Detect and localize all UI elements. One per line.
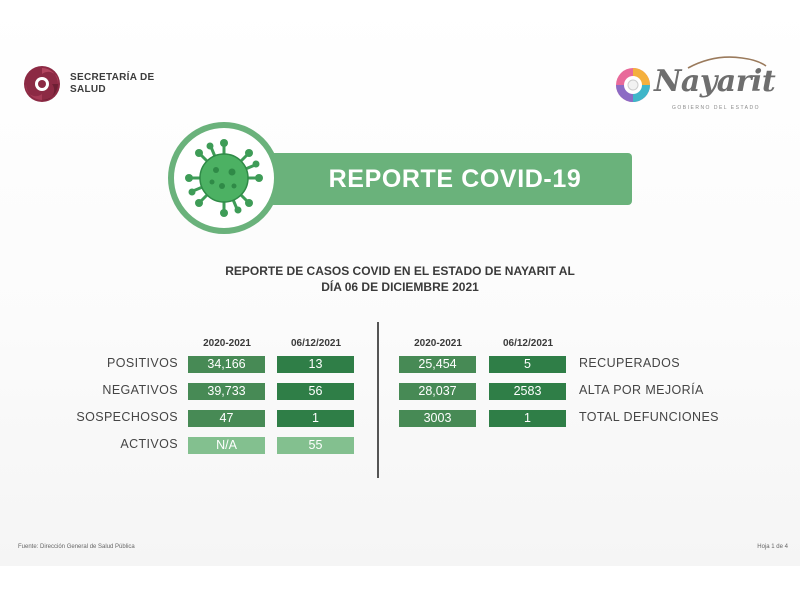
page-number: Hoja 1 de 4 bbox=[757, 544, 788, 550]
nayarit-subtitle: GOBIERNO DEL ESTADO bbox=[672, 105, 760, 111]
coronavirus-icon bbox=[182, 136, 266, 220]
nayarit-wordmark: Nayarit bbox=[654, 64, 776, 99]
nayarit-flower-icon bbox=[614, 66, 652, 104]
negativos-day-cell: 56 bbox=[277, 383, 354, 400]
alta-total-cell: 28,037 bbox=[399, 383, 476, 400]
secretaria-salud-logo bbox=[22, 64, 170, 104]
positivos-day-cell: 13 bbox=[277, 356, 354, 373]
sospechosos-day-cell: 1 bbox=[277, 410, 354, 427]
row-label-total-defunciones: TOTAL DEFUNCIONES bbox=[579, 410, 719, 424]
defunciones-total-cell: 3003 bbox=[399, 410, 476, 427]
left-col-header-total: 2020-2021 bbox=[203, 338, 251, 349]
salud-emblem-icon bbox=[22, 64, 62, 104]
report-banner bbox=[250, 153, 632, 205]
nayarit-logo bbox=[612, 52, 776, 116]
table-divider bbox=[377, 322, 379, 478]
row-label-negativos: NEGATIVOS bbox=[102, 383, 178, 397]
row-label-recuperados: RECUPERADOS bbox=[579, 356, 680, 370]
left-col-header-day: 06/12/2021 bbox=[290, 338, 342, 349]
virus-badge bbox=[168, 122, 280, 234]
recuperados-total-cell: 25,454 bbox=[399, 356, 476, 373]
salud-line2: SALUD bbox=[70, 84, 106, 95]
row-label-positivos: POSITIVOS bbox=[107, 356, 178, 370]
row-label-sospechosos: SOSPECHOSOS bbox=[76, 410, 178, 424]
report-subtitle bbox=[150, 263, 650, 295]
sospechosos-total-cell: 47 bbox=[188, 410, 265, 427]
source-note: Fuente: Dirección General de Salud Pública bbox=[18, 544, 135, 550]
recuperados-day-cell: 5 bbox=[489, 356, 566, 373]
subtitle-line1: REPORTE DE CASOS COVID EN EL ESTADO DE NAYARIT AL bbox=[225, 264, 575, 278]
subtitle-line2: DÍA 06 DE DICIEMBRE 2021 bbox=[321, 280, 479, 294]
right-col-header-day: 06/12/2021 bbox=[502, 338, 554, 349]
row-label-alta-por-mejoria: ALTA POR MEJORÍA bbox=[579, 383, 704, 397]
row-label-activos: ACTIVOS bbox=[120, 437, 178, 451]
defunciones-day-cell: 1 bbox=[489, 410, 566, 427]
alta-day-cell: 2583 bbox=[489, 383, 566, 400]
right-col-header-total: 2020-2021 bbox=[414, 338, 462, 349]
report-title: REPORTE COVID-19 bbox=[328, 165, 582, 193]
activos-day-cell: 55 bbox=[277, 437, 354, 454]
salud-line1: SECRETARÍA DE bbox=[70, 72, 155, 83]
activos-total-cell: N/A bbox=[188, 437, 265, 454]
salud-text bbox=[70, 72, 170, 96]
negativos-total-cell: 39,733 bbox=[188, 383, 265, 400]
positivos-total-cell: 34,166 bbox=[188, 356, 265, 373]
